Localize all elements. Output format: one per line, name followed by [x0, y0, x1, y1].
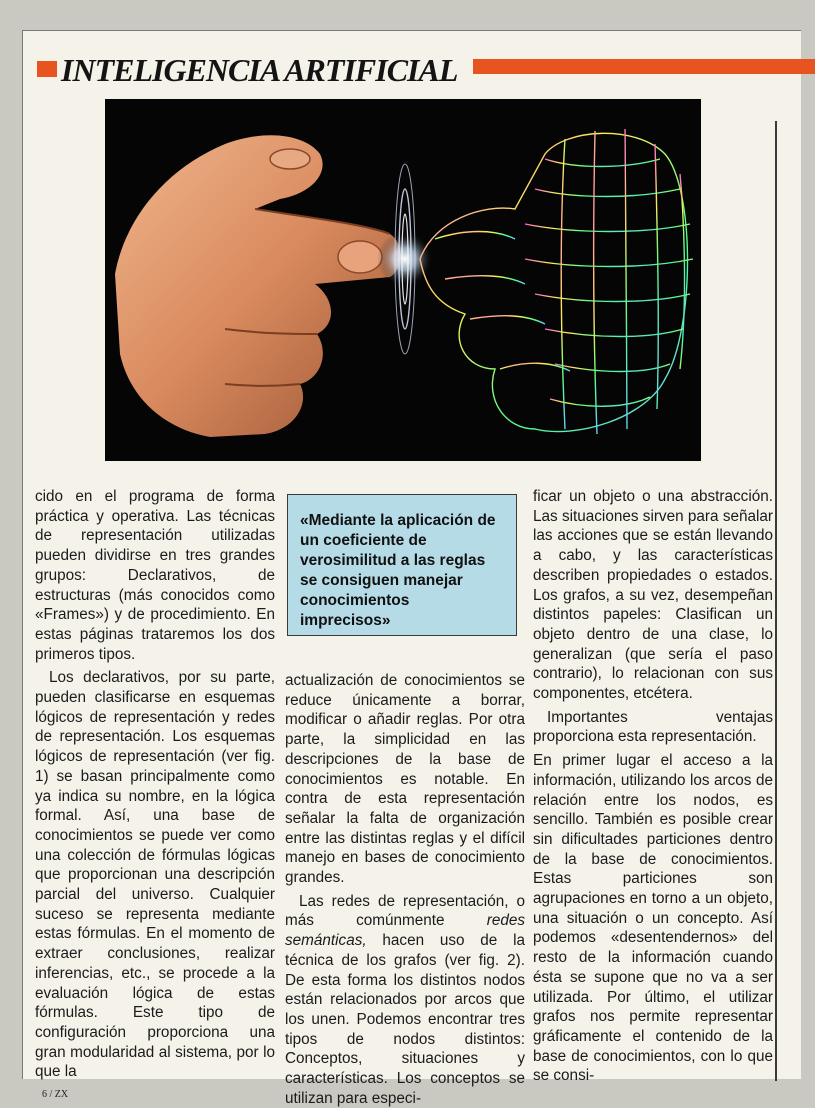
article-paragraph: ficar un objeto o una abstracción. Las situaciones sirven para señalar las acciones que se están llevando a cabo, y las características describen propiedades o estados. Los grafos, a su vez, desempeñan distintos papeles: Clasifican un objeto dentro de una clase, lo generalizan (que sería el paso contrario), lo relacionan con sus componentes, etcétera.	[533, 488, 773, 703]
paragraph-text: Las redes de representación, o más comúnmente	[285, 892, 525, 930]
article-paragraph: actualización de conocimientos se reduce únicamente a borrar, modificar o añadir reglas. Por otra parte, la simplicidad en las descripciones de la base de conocimientos es notable. En contra de esta representación señalar la falta de organización entre las distintas reglas y el difícil manejo en bases de conocimiento grandes.	[285, 672, 525, 887]
paragraph-text: hacen uso de la técnica de los grafos (ver fig. 2). De esta forma los distintos nodos están relacionados por arcos que los unen. Podemos encontrar tres tipos de nodos distintos: Conceptos, situaciones y características. Los conceptos se utilizan para especi-	[285, 932, 525, 1107]
header-accent-square	[37, 61, 57, 77]
page-number: 6 / ZX	[42, 1089, 69, 1100]
pull-quote: «Mediante la aplicación de un coeficiente de verosimilitud a las reglas se consiguen manejar conocimientos imprecisos»	[287, 494, 517, 636]
article-column-2	[285, 671, 525, 1108]
section-header	[37, 49, 801, 89]
article-paragraph: En primer lugar el acceso a la información, utilizando los arcos de relación entre los nodos, es sencillo. También es posible crear sin dificultades particiones dentro de la base de conocimientos. Estas particiones son agrupaciones en torno a un objeto, una situación o un concepto. Así podemos «desentendernos» del resto de la información cuando ésta se supone que no va a ser utilizada. Por último, el utilizar grafos nos permite representar gráficamente el contenido de la base de conocimientos, con lo que se consi-	[533, 752, 773, 1085]
illustration-icon	[105, 99, 701, 461]
article-paragraph: Los declarativos, por su parte, pueden clasificarse en esquemas lógicos de representación y redes de representación. Los esquemas lógicos de representación (ver fig. 1) se basan principalmente como ya indica su nombre, en la lógica formal. Así, una base de conocimientos se puede ver como una colección de fórmulas lógicas que proporcionan una descripción parcial del universo. Cualquier suceso se representa mediante estas fórmulas. En el momento de extraer conclusiones, realizar inferencias, etc., se procede a la evaluación lógica de estas fórmulas. Este tipo de configuración proporciona una gran modularidad al sistema, por lo que la	[35, 669, 275, 1081]
section-title: INTELIGENCIA ARTIFICIAL	[61, 52, 458, 88]
hand-and-wireframe-hand-illustration	[105, 99, 701, 461]
column-rule	[775, 121, 777, 1081]
header-accent-bar	[473, 59, 815, 74]
italic-term: redes semánticas,	[285, 912, 525, 950]
article-column-3	[533, 487, 773, 1086]
article-paragraph	[285, 892, 525, 1108]
article-paragraph: cido en el programa de forma práctica y operativa. Las técnicas de representación utilizadas pueden dividirse en tres grandes grupos: Declarativos, de estructuras (más conocidos como «Frames») y de procedimiento. En estas páginas trataremos los dos primeros tipos.	[35, 488, 275, 663]
article-paragraph: Importantes ventajas proporciona esta representación.	[533, 708, 773, 746]
article-column-1	[35, 487, 275, 1082]
